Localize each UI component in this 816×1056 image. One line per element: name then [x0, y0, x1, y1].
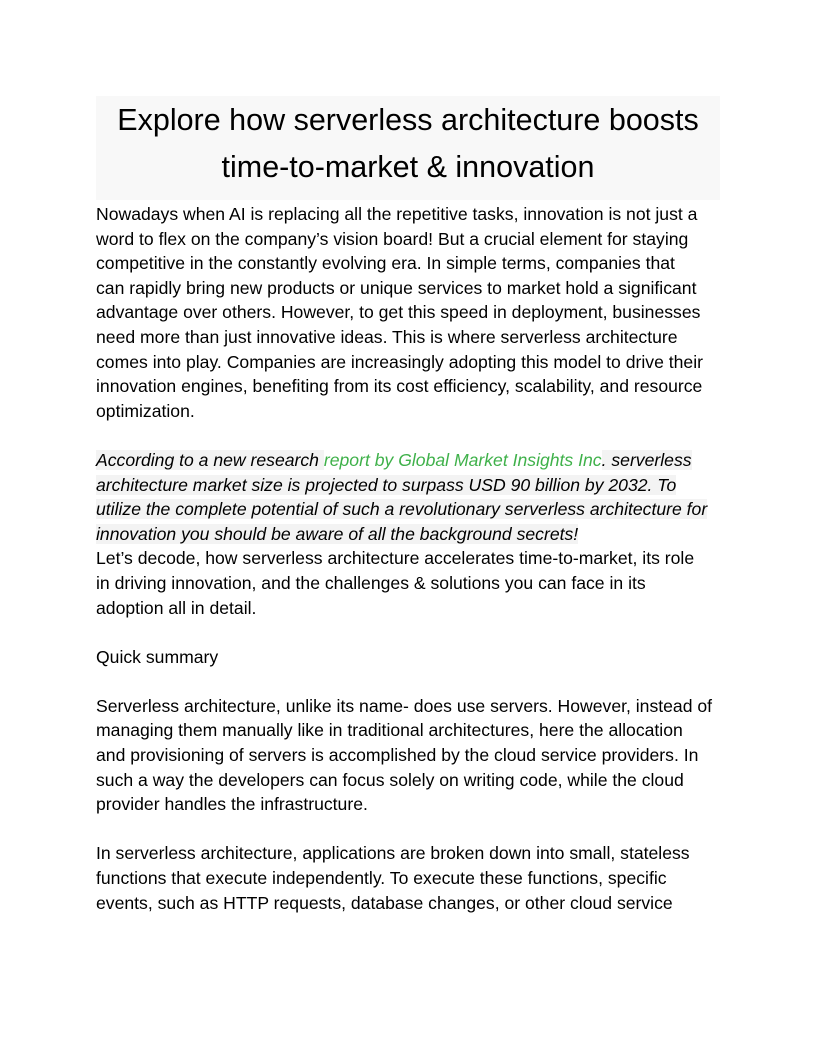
document-page	[96, 96, 720, 915]
text-line: advantage over others. However, to get this speed in deployment, businesses	[96, 302, 701, 323]
paragraph-gap	[96, 817, 720, 842]
intro-paragraph	[96, 202, 720, 423]
text-line: events, such as HTTP requests, database changes, or other cloud service	[96, 892, 673, 913]
quick-summary-heading	[96, 645, 720, 670]
heading-text: Quick summary	[96, 646, 219, 667]
title-line-1: Explore how serverless architecture boosts	[117, 103, 699, 137]
functions-paragraph	[96, 841, 720, 915]
quote-line	[96, 522, 720, 547]
text-line: functions that execute independently. To execute these functions, specific	[96, 868, 667, 889]
text-line: can rapidly bring new products or unique services to market hold a significant	[96, 277, 697, 298]
quote-prefix: According to a new research	[96, 449, 324, 470]
decode-paragraph	[96, 546, 720, 620]
title-line-2: time-to-market & innovation	[221, 150, 595, 184]
text-line: need more than just innovative ideas. This is where serverless architecture	[96, 326, 678, 347]
text-line: optimization.	[96, 400, 195, 421]
quote-line-text: architecture market size is projected to surpass USD 90 billion by 2032. To	[96, 474, 677, 495]
text-line: provider handles the infrastructure.	[96, 794, 368, 815]
quote-first-line	[96, 448, 720, 473]
research-quote	[96, 448, 720, 546]
text-line: Nowadays when AI is replacing all the repetitive tasks, innovation is not just a	[96, 204, 698, 224]
text-line: managing them manually like in traditional architectures, here the allocation	[96, 720, 683, 741]
paragraph-gap	[96, 669, 720, 694]
text-line: such a way the developers can focus solely on writing code, while the cloud	[96, 769, 684, 790]
text-line: word to flex on the company’s vision board! But a crucial element for staying	[96, 228, 689, 249]
text-line: competitive in the constantly evolving era. In simple terms, companies that	[96, 253, 675, 274]
text-line: innovation engines, benefiting from its cost efficiency, scalability, and resource	[96, 376, 703, 397]
text-line: comes into play. Companies are increasingly adopting this model to drive their	[96, 351, 703, 372]
quote-line-text: utilize the complete potential of such a revolutionary serverless architecture for	[96, 499, 708, 520]
text-line: and provisioning of servers is accomplished by the cloud service providers. In	[96, 745, 699, 766]
quote-line	[96, 497, 720, 522]
quote-line-text: innovation you should be aware of all the background secrets!	[96, 523, 579, 544]
text-line: in driving innovation, and the challenges & solutions you can face in its	[96, 572, 646, 593]
research-report-link[interactable]: report by Global Market Insights Inc	[323, 449, 602, 470]
quote-suffix: . serverless	[601, 449, 692, 470]
paragraph-gap	[96, 620, 720, 645]
text-line: Let’s decode, how serverless architecture accelerates time-to-market, its role	[96, 548, 695, 569]
quote-line	[96, 473, 720, 498]
paragraph-gap	[96, 423, 720, 448]
summary-paragraph	[96, 694, 720, 817]
text-line: adoption all in detail.	[96, 597, 257, 618]
document-title	[96, 96, 720, 200]
text-line: In serverless architecture, applications are broken down into small, stateless	[96, 843, 690, 864]
text-line: Serverless architecture, unlike its name- does use servers. However, instead of	[96, 695, 713, 716]
